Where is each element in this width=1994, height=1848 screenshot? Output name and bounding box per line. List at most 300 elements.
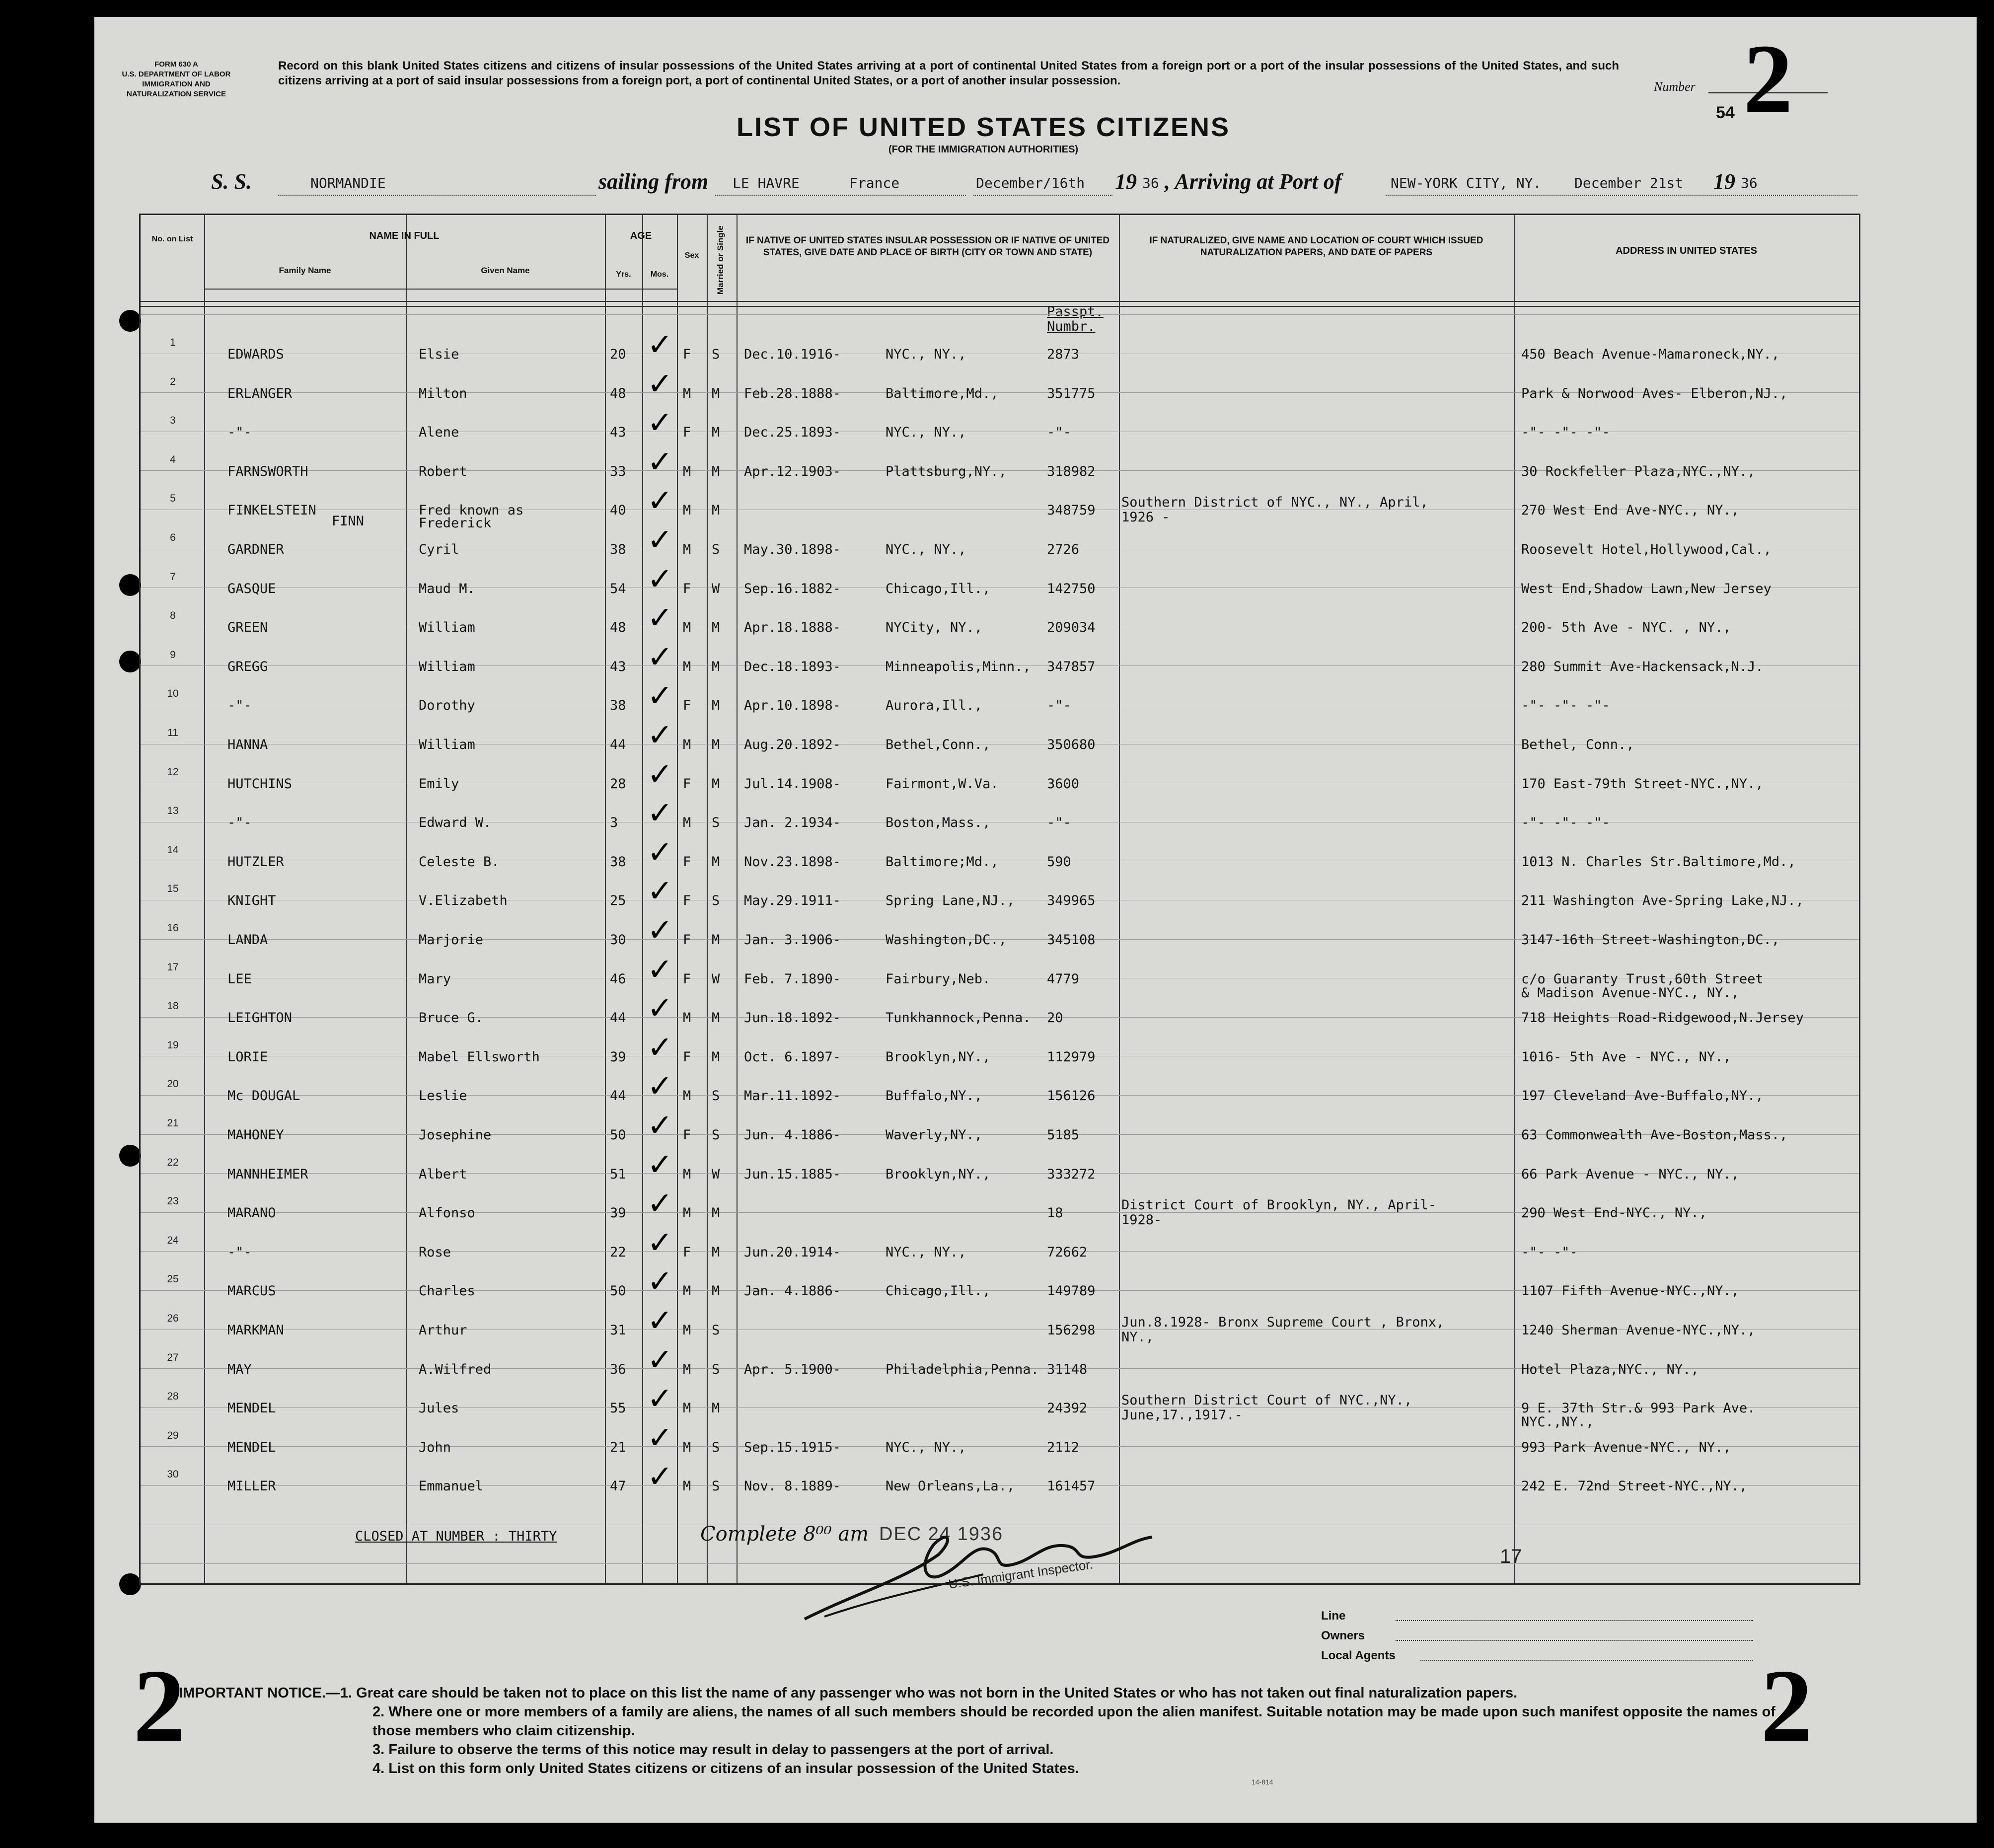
marital-status: M: [712, 385, 720, 401]
given-name: Cyril: [419, 542, 459, 557]
complete-note: Complete 8⁰⁰ am: [700, 1523, 869, 1546]
col-border: [1119, 215, 1120, 1583]
marital-status: M: [712, 1205, 720, 1221]
birth-date: Jul.14.1908-: [744, 776, 841, 792]
passport-number: -"-: [1047, 698, 1071, 714]
given-name: Celeste B.: [419, 854, 500, 870]
port-arrival: NEW-YORK CITY, NY.: [1391, 175, 1542, 191]
family-name: -"-: [227, 425, 252, 441]
naturalization-court-cont: June,17.,1917.-: [1121, 1407, 1243, 1423]
row-number: 4: [170, 453, 176, 465]
birth-place: Waverly,NY.,: [886, 1127, 983, 1143]
given-name: Elsie: [419, 347, 459, 362]
passport-number: 149789: [1047, 1283, 1096, 1299]
naturalization-court: Southern District Court of NYC.,NY.,: [1121, 1393, 1412, 1408]
family-name: -"-: [227, 1244, 252, 1260]
birth-date: Apr.12.1903-: [744, 463, 841, 479]
age-years: 46: [610, 971, 626, 987]
given-name: Dorothy: [419, 698, 475, 714]
row-number: 6: [170, 532, 176, 543]
family-name: ERLANGER: [227, 385, 293, 401]
check-mark-icon: ✓: [647, 717, 673, 753]
col-border: [642, 215, 643, 1583]
birth-date: Jan. 4.1886-: [744, 1283, 841, 1299]
row-number: 20: [167, 1078, 179, 1090]
given-name: John: [419, 1439, 451, 1455]
passport-number: 318982: [1047, 463, 1096, 479]
sex: F: [683, 776, 691, 792]
us-address: 1013 N. Charles Str.Baltimore,Md.,: [1521, 854, 1796, 870]
col-birth-header: IF NATIVE OF UNITED STATES INSULAR POSSESSION OR IF NATIVE OF UNITED STATES, GIVE DATE AND PLACE OF BIRTH (CITY OR TOWN AND STATE): [745, 235, 1110, 258]
age-years: 40: [610, 503, 626, 518]
local-agents-label: Local Agents: [1321, 1649, 1396, 1662]
col-no-header: No. on List: [151, 235, 193, 243]
col-sex-header: Sex: [684, 251, 699, 260]
row-number: 13: [167, 805, 179, 817]
birth-date: Dec.10.1916-: [744, 347, 841, 362]
sex: F: [683, 854, 691, 870]
passport-number: 161457: [1047, 1478, 1096, 1494]
age-years: 30: [610, 932, 626, 948]
family-name: GREEN: [227, 620, 268, 636]
passport-number: -"-: [1047, 425, 1071, 441]
marital-status: M: [712, 659, 720, 674]
sex: M: [683, 1166, 691, 1182]
row-number: 12: [167, 766, 179, 778]
punch-hole: [119, 310, 141, 332]
sailing-from-label: sailing from: [598, 169, 709, 194]
passport-number: 2873: [1047, 347, 1080, 362]
passport-number: 4779: [1047, 971, 1080, 987]
check-mark-icon: ✓: [647, 326, 673, 363]
port-arrival-line: [1386, 195, 1857, 196]
row-number: 21: [167, 1117, 179, 1129]
inspector-title: U.S. Immigrant Inspector.: [947, 1556, 1094, 1592]
col-given-header: Given Name: [481, 266, 530, 275]
us-address: 1107 Fifth Avenue-NYC.,NY.,: [1521, 1283, 1739, 1299]
marital-status: M: [712, 698, 720, 714]
arriving-label: , Arriving at Port of: [1165, 169, 1342, 194]
sex: F: [683, 1244, 691, 1260]
birth-date: May.30.1898-: [744, 542, 841, 557]
sex: F: [683, 932, 691, 948]
given-name: Maud M.: [419, 581, 475, 596]
family-name: MILLER: [227, 1478, 276, 1494]
check-mark-icon: ✓: [647, 1029, 673, 1065]
row-number: 27: [167, 1351, 179, 1363]
owners-field: [1396, 1640, 1753, 1641]
age-years: 44: [610, 1088, 626, 1104]
col-address-header: ADDRESS IN UNITED STATES: [1616, 245, 1757, 256]
header-divider: [141, 301, 1859, 302]
given-name: Alfonso: [419, 1205, 475, 1221]
family-name: HUTCHINS: [227, 776, 293, 792]
age-years: 39: [610, 1205, 626, 1221]
row-number: 8: [170, 610, 176, 622]
ship-name-line: [278, 195, 596, 196]
age-years: 28: [610, 776, 626, 792]
given-name: V.Elizabeth: [419, 893, 508, 909]
date-from-line: [973, 195, 1112, 196]
passport-number: 20: [1047, 1010, 1063, 1026]
check-mark-icon: ✓: [647, 990, 673, 1027]
us-address: -"- -"- -"-: [1521, 698, 1610, 714]
birth-date: Mar.11.1892-: [744, 1088, 841, 1104]
passport-number: 156298: [1047, 1323, 1096, 1338]
check-mark-icon: ✓: [647, 951, 673, 987]
owners-label: Owners: [1321, 1629, 1365, 1642]
port-from: LE HAVRE: [733, 175, 800, 191]
sex: F: [683, 971, 691, 987]
birth-date: Aug.20.1892-: [744, 737, 841, 752]
naturalization-court: Southern District of NYC., NY., April,: [1121, 495, 1428, 511]
birth-place: NYC., NY.,: [886, 1439, 966, 1455]
birth-date: Feb. 7.1890-: [744, 971, 841, 987]
line-field: [1396, 1620, 1753, 1621]
passport-number: 345108: [1047, 932, 1096, 948]
birth-place: Plattsburg,NY.,: [886, 463, 1007, 479]
family-name-alt: FINN: [332, 514, 365, 529]
service-line-2: NATURALIZATION SERVICE: [126, 90, 226, 98]
row-number: 22: [167, 1156, 179, 1168]
check-mark-icon: ✓: [647, 560, 673, 597]
family-name: MENDEL: [227, 1401, 276, 1416]
sheet-number-bottom-left: 2: [133, 1648, 185, 1764]
marital-status: S: [712, 347, 720, 362]
family-name: FARNSWORTH: [227, 463, 308, 479]
given-name: Jules: [419, 1401, 459, 1416]
us-address: 1016- 5th Ave - NYC., NY.,: [1521, 1049, 1731, 1065]
sex: M: [683, 1439, 691, 1455]
us-address: -"- -"- -"-: [1521, 815, 1610, 831]
check-mark-icon: ✓: [647, 482, 673, 519]
passport-number: 18: [1047, 1205, 1063, 1221]
passenger-table: [139, 214, 1860, 1585]
given-name: Josephine: [419, 1127, 492, 1143]
family-name: KNIGHT: [227, 893, 276, 909]
header-divider: [605, 289, 677, 290]
col-border: [1514, 215, 1515, 1583]
sex: M: [683, 1361, 691, 1377]
us-address: 290 West End-NYC., NY.,: [1521, 1205, 1707, 1221]
row-number: 17: [167, 961, 179, 973]
birth-place: Philadelphia,Penna.: [886, 1361, 1039, 1377]
col-border: [707, 215, 708, 1583]
birth-place: Washington,DC.,: [886, 932, 1007, 948]
passport-number: 351775: [1047, 385, 1096, 401]
row-number: 5: [170, 493, 176, 505]
page-count: 17: [1500, 1546, 1522, 1567]
header-divider: [204, 289, 605, 290]
row-number: 2: [170, 375, 176, 387]
marital-status: S: [712, 815, 720, 831]
family-name: LEIGHTON: [227, 1010, 293, 1026]
given-name: William: [419, 659, 475, 674]
birth-place: New Orleans,La.,: [886, 1478, 1015, 1494]
family-name: GREGG: [227, 659, 268, 674]
age-years: 50: [610, 1127, 626, 1143]
age-years: 44: [610, 1010, 626, 1026]
family-name: MARANO: [227, 1205, 276, 1221]
birth-date: Feb.28.1888-: [744, 385, 841, 401]
col-border: [406, 215, 407, 1583]
family-name: FINKELSTEIN: [227, 503, 316, 518]
family-name: LORIE: [227, 1049, 268, 1065]
row-number: 16: [167, 922, 179, 934]
marital-status: M: [712, 932, 720, 948]
us-address: 9 E. 37th Str.& 993 Park Ave.: [1521, 1401, 1756, 1416]
passport-number: 3600: [1047, 776, 1080, 792]
family-name: GASQUE: [227, 581, 276, 596]
us-address: -"- -"-: [1521, 1244, 1578, 1260]
ruled-line: [141, 1251, 1859, 1252]
passport-number: 112979: [1047, 1049, 1096, 1065]
marital-status: S: [712, 1127, 720, 1143]
family-name: GARDNER: [227, 542, 284, 557]
marital-status: W: [712, 581, 720, 596]
punch-hole: [119, 574, 141, 596]
us-address: Hotel Plaza,NYC., NY.,: [1521, 1361, 1699, 1377]
us-address: 170 East-79th Street-NYC.,NY.,: [1521, 776, 1764, 792]
given-name: Milton: [419, 385, 467, 401]
check-mark-icon: ✓: [647, 404, 673, 441]
marital-status: M: [712, 1401, 720, 1416]
col-border: [204, 215, 205, 1583]
given-name: Albert: [419, 1166, 467, 1182]
col-name-header: NAME IN FULL: [369, 230, 440, 241]
passport-number: 333272: [1047, 1166, 1096, 1182]
row-number: 3: [170, 415, 176, 427]
family-name: MAY: [227, 1361, 252, 1377]
marital-status: S: [712, 1361, 720, 1377]
birth-date: Apr.18.1888-: [744, 620, 841, 636]
row-number: 26: [167, 1313, 179, 1324]
sex: M: [683, 815, 691, 831]
marital-status: M: [712, 620, 720, 636]
age-years: 51: [610, 1166, 626, 1182]
family-name: MAHONEY: [227, 1127, 284, 1143]
birth-place: Baltimore,Md.,: [886, 385, 999, 401]
birth-place: NYCity, NY.,: [886, 620, 983, 636]
birth-place: Bethel,Conn.,: [886, 737, 991, 752]
check-mark-icon: ✓: [647, 1302, 673, 1338]
birth-date: Apr.10.1898-: [744, 698, 841, 714]
row-number: 10: [167, 688, 179, 700]
given-name: Rose: [419, 1244, 451, 1260]
date-stamp: DEC 24 1936: [879, 1524, 1004, 1545]
passport-number: 2112: [1047, 1439, 1080, 1455]
row-number: 15: [167, 883, 179, 895]
passport-number: 2726: [1047, 542, 1080, 557]
sex: M: [683, 737, 691, 752]
print-code: 14-814: [1252, 1778, 1273, 1786]
ship-name: NORMANDIE: [310, 175, 386, 191]
col-family-header: Family Name: [279, 266, 331, 275]
local-agents-field: [1420, 1660, 1753, 1661]
age-years: 43: [610, 659, 626, 674]
notice-2: 2. Where one or more members of a family are aliens, the names of all such members should be recorded upon the alien manifest. Suitable notation may be made upon such manifest opposite the names of those members who claim citizenship.: [372, 1704, 1775, 1739]
marital-status: M: [712, 737, 720, 752]
check-mark-icon: ✓: [647, 443, 673, 480]
row-number: 7: [170, 571, 176, 583]
marital-status: S: [712, 1323, 720, 1338]
marital-status: M: [712, 463, 720, 479]
birth-place: Spring Lane,NJ.,: [886, 893, 1015, 909]
given-name: Arthur: [419, 1323, 467, 1338]
check-mark-icon: ✓: [647, 1419, 673, 1456]
us-address-cont: & Madison Avenue-NYC., NY.,: [1521, 985, 1739, 1001]
row-number: 18: [167, 1000, 179, 1012]
sex: F: [683, 1127, 691, 1143]
row-number: 23: [167, 1195, 179, 1207]
birth-place: Baltimore;Md.,: [886, 854, 999, 870]
row-number: 14: [167, 844, 179, 856]
given-name-alt: Frederick: [419, 516, 492, 531]
sex: F: [683, 698, 691, 714]
check-mark-icon: ✓: [647, 795, 673, 831]
birth-place: NYC., NY.,: [886, 347, 966, 362]
check-mark-icon: ✓: [647, 1224, 673, 1260]
punch-hole: [119, 1145, 141, 1167]
passport-number: 142750: [1047, 581, 1096, 596]
check-mark-icon: ✓: [647, 912, 673, 948]
row-number: 9: [170, 649, 176, 661]
birth-date: Dec.18.1893-: [744, 659, 841, 674]
sex: F: [683, 1049, 691, 1065]
col-border: [737, 215, 738, 1583]
given-name: Emily: [419, 776, 459, 792]
birth-date: Jan. 2.1934-: [744, 815, 841, 831]
year-prefix-arrival: 19: [1713, 169, 1735, 194]
birth-place: Brooklyn,NY.,: [886, 1049, 991, 1065]
form-id: [119, 60, 233, 99]
sex: F: [683, 425, 691, 441]
closed-at-number: CLOSED AT NUMBER : THIRTY: [355, 1529, 557, 1544]
notice-4: 4. List on this form only United States citizens or citizens of an insular possession of the United States.: [372, 1761, 1079, 1776]
birth-place: Brooklyn,NY.,: [886, 1166, 991, 1182]
us-address: 66 Park Avenue - NYC., NY.,: [1521, 1166, 1739, 1182]
line-label: Line: [1321, 1609, 1346, 1623]
col-border: [677, 215, 678, 1583]
us-address: 211 Washington Ave-Spring Lake,NJ.,: [1521, 893, 1804, 909]
age-years: 3: [610, 815, 618, 831]
sheet-number-small: 54: [1716, 103, 1735, 122]
family-name: -"-: [227, 815, 252, 831]
us-address: 450 Beach Avenue-Mamaroneck,NY.,: [1521, 347, 1780, 362]
given-name: Robert: [419, 463, 467, 479]
us-address: 63 Commonwealth Ave-Boston,Mass.,: [1521, 1127, 1788, 1143]
sex: M: [683, 1401, 691, 1416]
sex: M: [683, 385, 691, 401]
age-years: 50: [610, 1283, 626, 1299]
given-name: Leslie: [419, 1088, 467, 1104]
age-years: 21: [610, 1439, 626, 1455]
sex: M: [683, 1205, 691, 1221]
age-years: 47: [610, 1478, 626, 1494]
us-address: 270 West End Ave-NYC., NY.,: [1521, 503, 1739, 518]
naturalization-court-cont: 1926 -: [1121, 510, 1170, 525]
year-arrival: 36: [1741, 175, 1758, 191]
birth-date: Jan. 3.1906-: [744, 932, 841, 948]
passport-number: 5185: [1047, 1127, 1080, 1143]
us-address: 280 Summit Ave-Hackensack,N.J.: [1521, 659, 1764, 674]
row-number: 25: [167, 1273, 179, 1285]
passport-number: 72662: [1047, 1244, 1088, 1260]
passport-number: 209034: [1047, 620, 1096, 636]
col-mos-header: Mos.: [650, 270, 669, 279]
given-name: William: [419, 737, 475, 752]
given-name: Fred known as: [419, 503, 524, 518]
family-name: -"-: [227, 698, 252, 714]
birth-date: Apr. 5.1900-: [744, 1361, 841, 1377]
sex: F: [683, 347, 691, 362]
family-name: Mc DOUGAL: [227, 1088, 300, 1104]
marital-status: S: [712, 1088, 720, 1104]
passport-number: 156126: [1047, 1088, 1096, 1104]
passport-number: 348759: [1047, 503, 1096, 518]
row-number: 24: [167, 1234, 179, 1246]
age-years: 43: [610, 425, 626, 441]
naturalization-court-cont: 1928-: [1121, 1212, 1162, 1228]
row-number: 28: [167, 1391, 179, 1403]
check-mark-icon: ✓: [647, 521, 673, 558]
given-name: Mary: [419, 971, 451, 987]
naturalization-court-cont: NY.,: [1121, 1330, 1154, 1345]
given-name: Alene: [419, 425, 459, 441]
birth-place: Minneapolis,Minn.,: [886, 659, 1031, 674]
check-mark-icon: ✓: [647, 1185, 673, 1222]
birth-date: Sep.15.1915-: [744, 1439, 841, 1455]
check-mark-icon: ✓: [647, 1263, 673, 1300]
check-mark-icon: ✓: [647, 1341, 673, 1378]
row-number: 1: [170, 337, 176, 348]
marital-status: M: [712, 503, 720, 518]
sex: M: [683, 542, 691, 557]
form-number: FORM 630 A: [154, 60, 198, 69]
given-name: A.Wilfred: [419, 1361, 492, 1377]
notice-3: 3. Failure to observe the terms of this notice may result in delay to passengers at the port of arrival.: [372, 1742, 1054, 1758]
birth-date: Jun.20.1914-: [744, 1244, 841, 1260]
check-mark-icon: ✓: [647, 755, 673, 792]
row-number: 19: [167, 1039, 179, 1051]
family-name: LEE: [227, 971, 252, 987]
passport-number: 349965: [1047, 893, 1096, 909]
us-address: 993 Park Avenue-NYC., NY.,: [1521, 1439, 1731, 1455]
birth-place: NYC., NY.,: [886, 542, 966, 557]
check-mark-icon: ✓: [647, 1380, 673, 1417]
us-address: 242 E. 72nd Street-NYC.,NY.,: [1521, 1478, 1748, 1494]
date-arrival: December 21st: [1574, 175, 1684, 191]
sex: M: [683, 463, 691, 479]
marital-status: S: [712, 893, 720, 909]
record-instructions: Record on this blank United States citizens and citizens of insular possessions of the United States arriving at a port of continental United States from a foreign port or a port of the insular possessions of the United States, and such citizens arriving at a port of said insular possessions from a foreign port, a port of continental United States, or a port of another insular possession.: [278, 59, 1619, 87]
family-name: MARCUS: [227, 1283, 276, 1299]
passport-number: 590: [1047, 854, 1071, 870]
punch-hole: [119, 1573, 141, 1595]
marital-status: M: [712, 1010, 720, 1026]
given-name: Emmanuel: [419, 1478, 484, 1494]
col-naturalized-header: IF NATURALIZED, GIVE NAME AND LOCATION OF COURT WHICH ISSUED NATURALIZATION PAPERS, AND DATE OF PAPERS: [1149, 235, 1483, 258]
age-years: 38: [610, 542, 626, 557]
birth-date: May.29.1911-: [744, 893, 841, 909]
us-address: 1240 Sherman Avenue-NYC.,NY.,: [1521, 1323, 1756, 1338]
age-years: 39: [610, 1049, 626, 1065]
given-name: William: [419, 620, 475, 636]
birth-date: Jun.15.1885-: [744, 1166, 841, 1182]
page-subtitle: (FOR THE IMMIGRATION AUTHORITIES): [888, 144, 1079, 155]
marital-status: M: [712, 1244, 720, 1260]
birth-place: Chicago,Ill.,: [886, 581, 991, 596]
